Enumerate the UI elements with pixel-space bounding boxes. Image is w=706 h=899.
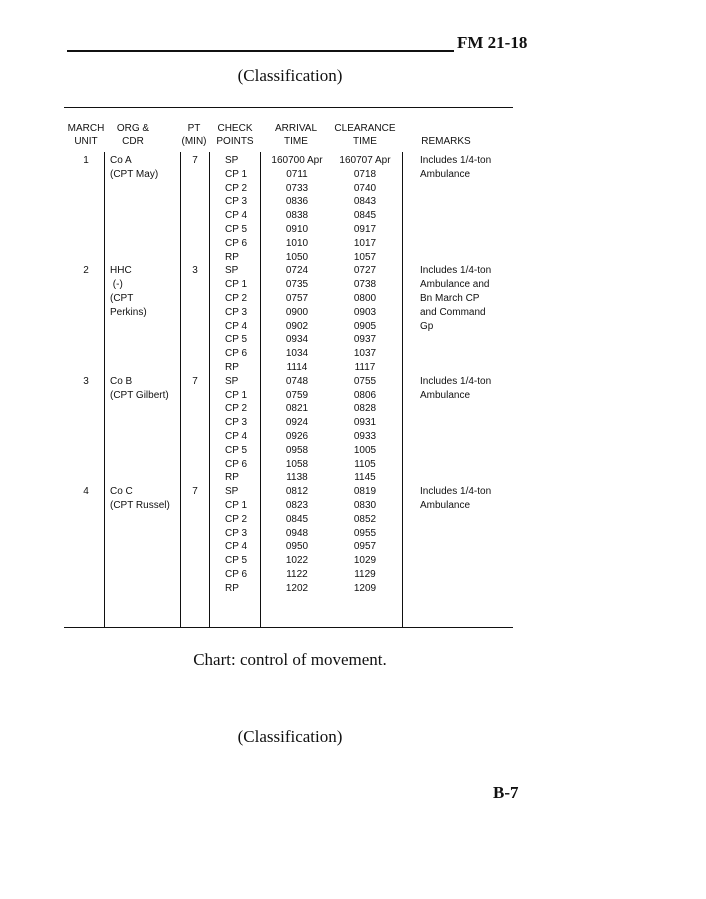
remarks-line: Ambulance xyxy=(420,168,471,180)
arrival-time: 0759 xyxy=(285,389,309,401)
column-header-clearance-time: CLEARANCE TIME xyxy=(334,123,396,147)
clearance-time: 0955 xyxy=(353,527,377,539)
arrival-time: 0845 xyxy=(285,513,309,525)
arrival-time: 1122 xyxy=(286,569,308,580)
arrival-time: 1202 xyxy=(285,582,309,594)
check-point: CP 5 xyxy=(225,444,248,456)
check-point: CP 6 xyxy=(225,458,248,470)
check-point: CP 5 xyxy=(225,224,248,235)
clearance-time: 0800 xyxy=(353,293,377,304)
clearance-time: 1129 xyxy=(354,569,376,580)
clearance-time: 0819 xyxy=(353,486,377,498)
clearance-time: 0933 xyxy=(353,431,377,442)
remarks-line: Bn March CP xyxy=(420,293,480,304)
clearance-time: 0845 xyxy=(353,210,377,222)
column-divider xyxy=(260,152,261,627)
clearance-time: 1117 xyxy=(354,362,376,373)
clearance-time: 0957 xyxy=(353,541,377,553)
arrival-time: 0821 xyxy=(285,403,309,415)
org-commander-line: Perkins) xyxy=(110,306,147,318)
check-point: SP xyxy=(225,486,239,498)
org-commander-line: (-) xyxy=(110,279,123,291)
clearance-time: 0806 xyxy=(353,389,377,401)
check-point: CP 6 xyxy=(225,348,248,360)
column-divider xyxy=(209,152,210,627)
check-point: CP 2 xyxy=(225,293,248,304)
arrival-time: 160700 Apr xyxy=(271,155,323,166)
clearance-time: 1017 xyxy=(353,237,377,249)
clearance-time: 1145 xyxy=(354,472,376,484)
arrival-time: 0757 xyxy=(285,293,309,304)
arrival-time: 0924 xyxy=(285,417,309,429)
check-point: CP 4 xyxy=(225,320,248,332)
arrival-time: 0910 xyxy=(285,224,309,235)
column-header-pt-min: PT (MIN) xyxy=(181,123,207,147)
column-header-check-points: CHECK POINTS xyxy=(216,123,254,147)
check-point: CP 1 xyxy=(225,279,248,291)
check-point: RP xyxy=(225,472,239,484)
check-point: CP 1 xyxy=(225,389,248,401)
arrival-time: 0838 xyxy=(285,210,309,222)
clearance-time: 0738 xyxy=(353,279,377,291)
check-point: CP 2 xyxy=(225,513,248,525)
check-point: SP xyxy=(225,375,239,387)
arrival-time: 0950 xyxy=(285,541,309,553)
remarks-line: Gp xyxy=(420,320,434,332)
table-caption: Chart: control of movement. xyxy=(193,650,387,669)
check-point: CP 4 xyxy=(225,541,248,553)
remarks-line: and Command xyxy=(420,306,486,318)
arrival-time: 1022 xyxy=(285,555,309,567)
arrival-time: 0735 xyxy=(285,279,309,291)
check-point: CP 4 xyxy=(225,431,248,442)
clearance-time: 0755 xyxy=(353,375,377,387)
pass-time-minutes: 7 xyxy=(192,486,198,498)
remarks-line: Includes 1/4-ton xyxy=(420,155,492,166)
remarks-line: Includes 1/4-ton xyxy=(420,265,492,277)
clearance-time: 0852 xyxy=(353,513,377,525)
org-commander-line: Co A xyxy=(110,155,132,166)
column-header-arrival-time: ARRIVAL TIME xyxy=(274,123,318,147)
org-commander-line: HHC xyxy=(110,265,132,277)
check-point: CP 1 xyxy=(225,168,248,180)
clearance-time: 0843 xyxy=(353,196,377,208)
clearance-time: 160707 Apr xyxy=(339,155,391,166)
march-unit-number: 3 xyxy=(83,375,89,387)
clearance-time: 0830 xyxy=(353,500,377,511)
check-point: CP 2 xyxy=(225,403,248,415)
arrival-time: 1138 xyxy=(286,472,308,484)
form-number: FM 21-18 xyxy=(457,33,528,52)
check-point: CP 3 xyxy=(225,527,248,539)
arrival-time: 1050 xyxy=(285,251,309,263)
clearance-time: 0905 xyxy=(353,320,377,332)
arrival-time: 0958 xyxy=(285,444,309,456)
arrival-time: 1034 xyxy=(285,348,309,360)
column-divider xyxy=(180,152,181,627)
check-point: SP xyxy=(225,265,239,277)
arrival-time: 1010 xyxy=(285,237,309,249)
table-bottom-rule xyxy=(64,627,513,628)
clearance-time: 0718 xyxy=(353,168,377,180)
clearance-time: 1105 xyxy=(354,458,376,470)
clearance-time: 0740 xyxy=(353,182,377,194)
check-point: CP 3 xyxy=(225,196,248,208)
clearance-time: 1029 xyxy=(353,555,377,567)
header-rule xyxy=(67,50,454,52)
march-unit-number: 2 xyxy=(83,265,89,277)
arrival-time: 0733 xyxy=(285,182,309,194)
org-commander-line: Co C xyxy=(110,486,133,498)
column-divider xyxy=(402,152,403,627)
clearance-time: 0727 xyxy=(353,265,377,277)
clearance-time: 0828 xyxy=(353,403,377,415)
clearance-time: 0903 xyxy=(353,306,377,318)
pass-time-minutes: 3 xyxy=(192,265,198,277)
pass-time-minutes: 7 xyxy=(192,155,198,166)
remarks-line: Ambulance xyxy=(420,500,471,511)
classification-top: (Classification) xyxy=(237,66,343,85)
org-commander-line: (CPT May) xyxy=(110,168,159,180)
clearance-time: 0917 xyxy=(353,224,377,235)
clearance-time: 1005 xyxy=(353,444,377,456)
check-point: SP xyxy=(225,155,239,166)
column-header-march-unit: MARCH UNIT xyxy=(67,123,105,147)
arrival-time: 0934 xyxy=(285,334,309,346)
clearance-time: 0931 xyxy=(353,417,377,429)
check-point: CP 6 xyxy=(225,237,248,249)
clearance-time: 1037 xyxy=(353,348,377,360)
check-point: CP 2 xyxy=(225,182,248,194)
remarks-line: Includes 1/4-ton xyxy=(420,375,492,387)
check-point: CP 3 xyxy=(225,417,248,429)
arrival-time: 0724 xyxy=(285,265,309,277)
clearance-time: 1209 xyxy=(353,582,377,594)
column-divider xyxy=(104,152,105,627)
check-point: CP 3 xyxy=(225,306,248,318)
check-point: CP 5 xyxy=(225,334,248,346)
column-header-org-cdr: ORG & CDR xyxy=(116,123,150,147)
classification-bottom: (Classification) xyxy=(237,727,343,746)
org-commander-line: Co B xyxy=(110,375,133,387)
arrival-time: 1114 xyxy=(286,362,308,373)
arrival-time: 0823 xyxy=(285,500,309,511)
check-point: CP 6 xyxy=(225,569,248,580)
check-point: CP 5 xyxy=(225,555,248,567)
column-header-remarks: REMARKS xyxy=(421,136,471,147)
check-point: CP 1 xyxy=(225,500,248,511)
arrival-time: 0926 xyxy=(285,431,309,442)
check-point: RP xyxy=(225,582,239,594)
table-top-rule xyxy=(64,107,513,108)
arrival-time: 0711 xyxy=(286,168,308,180)
check-point: RP xyxy=(225,362,239,373)
march-unit-number: 1 xyxy=(83,155,89,166)
org-commander-line: (CPT xyxy=(110,293,134,304)
clearance-time: 1057 xyxy=(353,251,377,263)
arrival-time: 0948 xyxy=(285,527,309,539)
org-commander-line: (CPT Gilbert) xyxy=(110,389,169,401)
page-number: B-7 xyxy=(493,783,519,802)
remarks-line: Ambulance and xyxy=(420,279,490,291)
movement-control-table xyxy=(64,107,513,629)
arrival-time: 0748 xyxy=(285,375,309,387)
arrival-time: 0812 xyxy=(285,486,309,498)
org-commander-line: (CPT Russel) xyxy=(110,500,170,511)
arrival-time: 0836 xyxy=(285,196,309,208)
check-point: RP xyxy=(225,251,239,263)
remarks-line: Ambulance xyxy=(420,389,471,401)
clearance-time: 0937 xyxy=(353,334,377,346)
check-point: CP 4 xyxy=(225,210,248,222)
arrival-time: 0902 xyxy=(285,320,309,332)
march-unit-number: 4 xyxy=(83,486,89,498)
remarks-line: Includes 1/4-ton xyxy=(420,486,492,498)
pass-time-minutes: 7 xyxy=(192,375,198,387)
arrival-time: 0900 xyxy=(285,306,309,318)
arrival-time: 1058 xyxy=(285,458,309,470)
